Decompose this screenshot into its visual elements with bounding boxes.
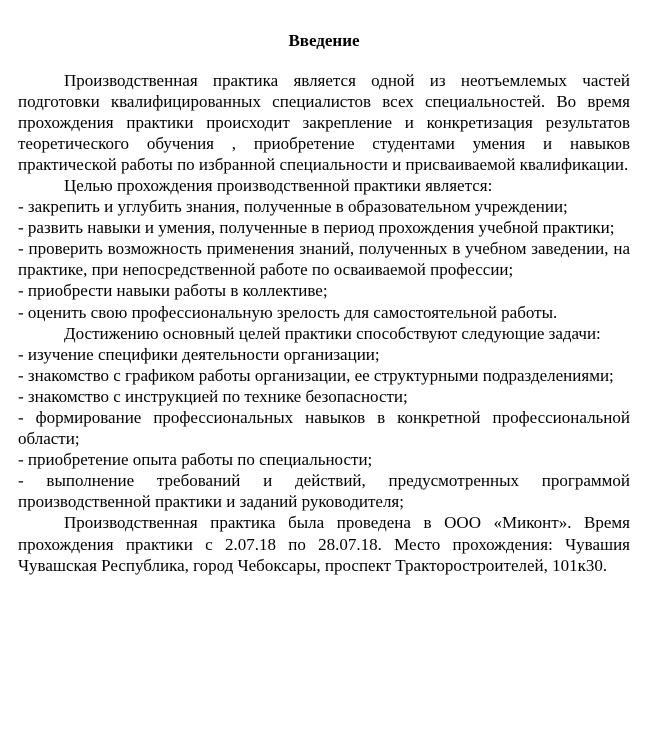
task-item: - формирование профессиональных навыков в конкретной профессиональной области; (18, 408, 630, 449)
tasks-intro-paragraph: Достижению основный целей практики способствуют следующие задачи: (64, 323, 601, 343)
goal-item: - проверить возможность применения знаний, полученных в учебном заведении, на практике, при непосредственной работе по осваиваемой профессии; (18, 239, 630, 280)
task-item: - знакомство с графиком работы организации, ее структурными подразделениями; (18, 365, 614, 385)
task-item: - изучение специфики деятельности организации; (18, 344, 380, 364)
intro-paragraph: Производственная практика является одной из неотъемлемых частей подготовки квалифицированных специалистов всех специальностей. Во время прохождения практики происходит закрепление и конкретизация результатов теоретического обучения , приобретение студентами умения и навыков практической работы по избранной специальности и присваиваемой квалификации. (18, 70, 630, 174)
goal-item: - развить навыки и умения, полученные в период прохождения учебной практики; (18, 218, 615, 238)
conclusion-paragraph: Производственная практика была проведена в ООО «Миконт». Время прохождения практики с 2.07.18 по 28.07.18. Место прохождения: Чувашия Чувашская Республика, город Чебоксары, проспект Тракторостроителей, 101к30. (18, 513, 630, 575)
task-item: - знакомство с инструкцией по технике безопасности; (18, 386, 408, 406)
goal-item: - закрепить и углубить знания, полученные в образовательном учреждении; (18, 197, 568, 217)
task-item: - выполнение требований и действий, предусмотренных программой производственной практики и заданий руководителя; (18, 471, 630, 512)
goal-intro-paragraph: Целью прохождения производственной практики является: (64, 175, 493, 195)
task-item: - приобретение опыта работы по специальности; (18, 450, 373, 470)
document-title: Введение (288, 31, 360, 50)
goal-item: - приобрести навыки работы в коллективе; (18, 281, 328, 301)
goal-item: - оценить свою профессиональную зрелость для самостоятельной работы. (18, 302, 558, 322)
document-body (18, 70, 630, 576)
